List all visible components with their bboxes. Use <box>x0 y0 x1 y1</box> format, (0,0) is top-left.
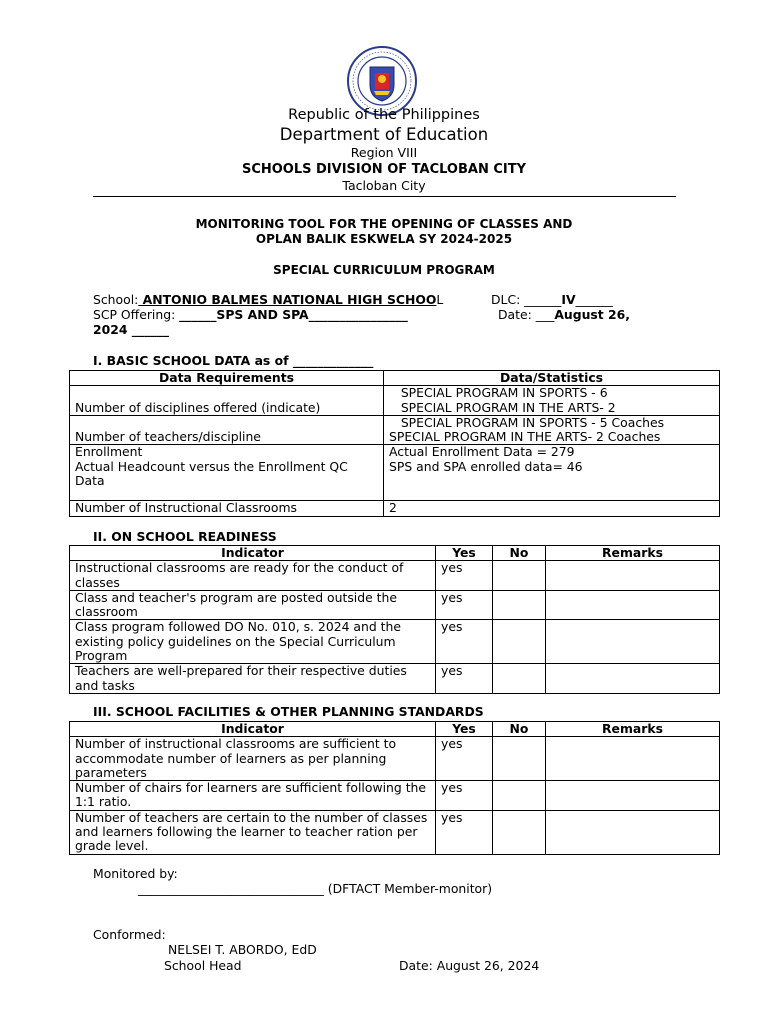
dlc-tail: ______ <box>575 292 613 307</box>
section-2-heading: II. ON SCHOOL READINESS <box>93 529 277 544</box>
table-row <box>70 620 720 664</box>
monitor-signature-line: ______________________________ (DFTACT Member-monitor) <box>138 881 493 896</box>
table-row <box>70 386 720 416</box>
indicator-cell: Instructional classrooms are ready for the conduct of classes <box>70 561 436 591</box>
indicator-cell: Class and teacher's program are posted outside the classroom <box>70 590 436 620</box>
col-yes: Yes <box>436 722 493 737</box>
title-line-1: MONITORING TOOL FOR THE OPENING OF CLASSES AND <box>195 217 573 231</box>
col-indicator: Indicator <box>70 546 436 561</box>
row-data: 2 <box>384 501 720 516</box>
col-no: No <box>493 722 546 737</box>
scp-label: SCP Offering: <box>93 307 180 322</box>
school-label: School: <box>93 292 139 307</box>
scp-field <box>93 308 408 323</box>
yes-cell: yes <box>436 561 493 591</box>
table-row <box>70 664 720 694</box>
indicator-cell: Class program followed DO No. 010, s. 2024 and the existing policy guidelines on the Special Curriculum Program <box>70 620 436 664</box>
school-head-title: School Head <box>164 958 242 973</box>
indicator-cell: Number of instructional classrooms are sufficient to accommodate number of learners as per planning parameters <box>70 737 436 781</box>
no-cell <box>493 664 546 694</box>
indicator-cell: Number of teachers are certain to the number of classes and learners following the learner to teacher ration per grade level. <box>70 810 436 854</box>
school-tail: L <box>436 292 444 307</box>
header-region: Region VIII <box>350 145 418 160</box>
dlc-value: IV <box>561 292 576 307</box>
data-line: SPS and SPA enrolled data= 46 <box>389 458 583 474</box>
school-field <box>93 293 443 308</box>
no-cell <box>493 561 546 591</box>
row-data <box>384 386 720 416</box>
data-line: SPECIAL PROGRAM IN SPORTS - 6 <box>389 385 608 401</box>
indicator-cell: Number of chairs for learners are sufficient following the 1:1 ratio. <box>70 781 436 811</box>
row-req: Number of teachers/discipline <box>70 415 384 445</box>
col-remarks: Remarks <box>546 546 720 561</box>
date-value: August 26, <box>554 307 630 322</box>
remarks-cell <box>546 561 720 591</box>
school-value: ANTONIO BALMES NATIONAL HIGH SCHOO <box>138 292 437 307</box>
indicator-cell: Teachers are well-prepared for their respective duties and tasks <box>70 664 436 694</box>
no-cell <box>493 590 546 620</box>
no-cell <box>493 737 546 781</box>
yes-cell: yes <box>436 620 493 664</box>
header-department: Department of Education <box>279 125 489 144</box>
dlc-field <box>491 293 613 308</box>
no-cell <box>493 781 546 811</box>
table-row <box>70 415 720 445</box>
row-req <box>70 445 384 501</box>
remarks-cell <box>546 620 720 664</box>
section-1-heading: I. BASIC SCHOOL DATA as of _____________ <box>93 353 374 368</box>
section-3-heading: III. SCHOOL FACILITIES & OTHER PLANNING STANDARDS <box>93 704 484 719</box>
yes-cell: yes <box>436 810 493 854</box>
col-remarks: Remarks <box>546 722 720 737</box>
table-row <box>70 781 720 811</box>
remarks-cell <box>546 590 720 620</box>
remarks-cell <box>546 664 720 694</box>
facilities-table <box>69 721 720 855</box>
req-line: Data <box>75 473 105 489</box>
title-line-2: OPLAN BALIK ESKWELA SY 2024-2025 <box>255 232 513 246</box>
school-head-name: NELSEI T. ABORDO, EdD <box>168 942 317 957</box>
yes-cell: yes <box>436 664 493 694</box>
header-city: Tacloban City <box>342 178 426 193</box>
table-row <box>70 737 720 781</box>
header-republic: Republic of the Philippines <box>288 107 480 123</box>
school-readiness-table <box>69 545 720 694</box>
no-cell <box>493 620 546 664</box>
row-data <box>384 445 720 501</box>
yes-cell: yes <box>436 590 493 620</box>
row-req: Number of disciplines offered (indicate) <box>70 386 384 416</box>
row-req: Number of Instructional Classrooms <box>70 501 384 516</box>
col-data-statistics: Data/Statistics <box>384 371 720 386</box>
date-field <box>498 308 630 323</box>
table-row <box>70 501 720 516</box>
table-row <box>70 590 720 620</box>
yes-cell: yes <box>436 781 493 811</box>
dlc-label: DLC: ______ <box>491 292 562 307</box>
row-data <box>384 415 720 445</box>
req-line: Actual Headcount versus the Enrollment QC <box>75 458 348 474</box>
title-subtitle: SPECIAL CURRICULUM PROGRAM <box>273 263 495 277</box>
col-no: No <box>493 546 546 561</box>
header-divider <box>93 196 676 197</box>
no-cell <box>493 810 546 854</box>
header-division: SCHOOLS DIVISION OF TACLOBAN CITY <box>241 162 527 177</box>
signature-date: Date: August 26, 2024 <box>399 958 540 973</box>
scp-value: ______SPS AND SPA________________ <box>179 307 408 322</box>
col-yes: Yes <box>436 546 493 561</box>
remarks-cell <box>546 737 720 781</box>
data-line: SPECIAL PROGRAM IN THE ARTS- 2 <box>389 399 616 415</box>
date-continuation: 2024 ______ <box>93 322 169 337</box>
basic-data-table <box>69 370 720 517</box>
table-row <box>70 445 720 501</box>
data-line: SPECIAL PROGRAM IN SPORTS - 5 Coaches <box>389 414 665 430</box>
remarks-cell <box>546 810 720 854</box>
col-data-requirements: Data Requirements <box>70 371 384 386</box>
col-indicator: Indicator <box>70 722 436 737</box>
table-row <box>70 810 720 854</box>
data-line: SPECIAL PROGRAM IN THE ARTS- 2 Coaches <box>389 429 661 445</box>
table-row <box>70 561 720 591</box>
data-line: Actual Enrollment Data = 279 <box>389 444 575 460</box>
remarks-cell <box>546 781 720 811</box>
monitored-by-label: Monitored by: <box>93 866 178 881</box>
conformed-label: Conformed: <box>93 927 166 942</box>
req-line: Enrollment <box>75 444 143 460</box>
yes-cell: yes <box>436 737 493 781</box>
date-label: Date: ___ <box>498 307 555 322</box>
